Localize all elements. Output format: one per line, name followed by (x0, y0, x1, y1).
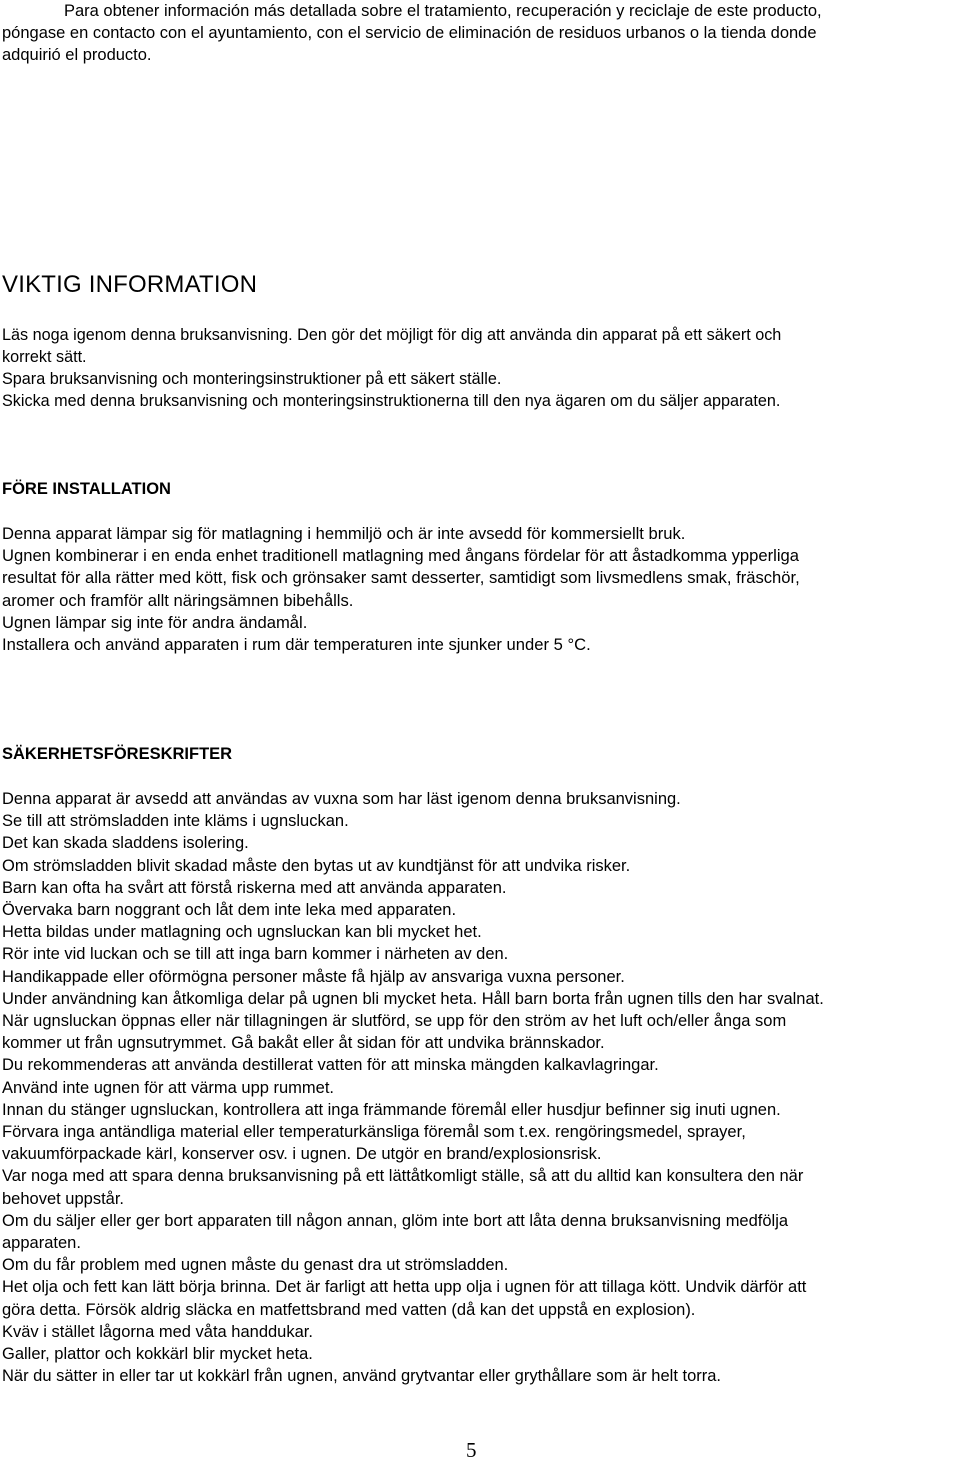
body-line: Innan du stänger ugnsluckan, kontrollera att inga främmande föremål eller husdjur befinner sig inuti ugnen. (2, 1100, 781, 1119)
body-line: Spara bruksanvisning och monteringsinstruktioner på ett säkert ställe. (2, 370, 502, 388)
body-line: Denna apparat är avsedd att användas av vuxna som har läst igenom denna bruksanvisning. (2, 790, 681, 808)
body-line: apparaten. (2, 1234, 81, 1253)
body-line: Ugnen kombinerar i en enda enhet traditionell matlagning med ångans fördelar för att åstadkomma ypperliga (2, 546, 799, 566)
intro-line: Para obtener información más detallada sobre el tratamiento, recuperación y reciclaje de este producto, (64, 2, 822, 20)
section-body-fore-installation (2, 523, 958, 656)
body-line: Se till att strömsladden inte kläms i ugnsluckan. (2, 812, 349, 831)
body-line: Het olja och fett kan lätt börja brinna. Det är farligt att hetta upp olja i ugnen för att tillaga kött. Undvik därför att (2, 1278, 807, 1297)
body-line: Handikappade eller oförmögna personer måste få hjälp av ansvariga vuxna personer. (2, 967, 625, 986)
body-line: När ugnsluckan öppnas eller när tillagningen är slutförd, se upp för den ström av het luft och/eller ånga som (2, 1012, 787, 1031)
body-line: kommer ut från ugnsutrymmet. Gå bakåt eller åt sidan för att undvika brännskador. (2, 1034, 605, 1053)
body-line: Läs noga igenom denna bruksanvisning. Den gör det möjligt för dig att använda din apparat på ett säkert och (2, 326, 782, 344)
body-line: Skicka med denna bruksanvisning och monteringsinstruktionerna till den nya ägaren om du säljer apparaten. (2, 392, 781, 410)
section-heading-viktig-information: VIKTIG INFORMATION (2, 271, 258, 298)
page-number: 5 (466, 1438, 477, 1462)
section-heading-sakerhetsforeskrifter: SÄKERHETSFÖRESKRIFTER (2, 745, 233, 763)
body-line: Under användning kan åtkomliga delar på ugnen bli mycket heta. Håll barn borta från ugnen tills den har svalnat. (2, 989, 824, 1008)
body-line: behovet uppstår. (2, 1189, 125, 1208)
body-line: Om du säljer eller ger bort apparaten till någon annan, glöm inte bort att låta denna bruksanvisning medfölja (2, 1211, 789, 1230)
body-line: aromer och framför allt näringsämnen bibehålls. (2, 590, 354, 610)
body-line: Ugnen lämpar sig inte för andra ändamål. (2, 612, 308, 632)
section-body-viktig-information (2, 324, 952, 412)
intro-line: póngase en contacto con el ayuntamiento, con el servicio de eliminación de residuos urbanos o la tienda donde (2, 24, 817, 42)
body-line: Du rekommenderas att använda destillerat vatten för att minska mängden kalkavlagringar. (2, 1056, 659, 1075)
body-line: Installera och använd apparaten i rum där temperaturen inte sjunker under 5 °C. (2, 635, 591, 655)
body-line: göra detta. Försök aldrig släcka en matfettsbrand med vatten (då kan det uppstå en explosion). (2, 1300, 696, 1319)
section-heading-fore-installation: FÖRE INSTALLATION (2, 480, 171, 498)
body-line: Om strömsladden blivit skadad måste den bytas ut av kundtjänst för att undvika risker. (2, 856, 631, 875)
body-line: Galler, plattor och kokkärl blir mycket heta. (2, 1345, 313, 1364)
body-line: resultat för alla rätter med kött, fisk och grönsaker samt desserter, samtidigt som livsmedlens smak, fräschör, (2, 568, 800, 588)
body-line: Denna apparat lämpar sig för matlagning i hemmiljö och är inte avsedd för kommersiellt bruk. (2, 524, 686, 543)
section-body-sakerhetsforeskrifter (2, 788, 958, 1387)
body-line: Var noga med att spara denna bruksanvisning på ett lättåtkomligt ställe, så att du alltid kan konsultera den när (2, 1167, 804, 1186)
body-line: Förvara inga antändliga material eller temperaturkänsliga föremål som t.ex. rengöringsmedel, sprayer, (2, 1123, 746, 1142)
body-line: Om du får problem med ugnen måste du genast dra ut strömsladden. (2, 1256, 509, 1275)
intro-line: adquirió el producto. (2, 46, 152, 64)
body-line: Använd inte ugnen för att värma upp rummet. (2, 1078, 335, 1097)
body-line: vakuumförpackade kärl, konserver osv. i ugnen. De utgör en brand/explosionsrisk. (2, 1145, 602, 1164)
body-line: korrekt sätt. (2, 348, 87, 366)
body-line: Rör inte vid luckan och se till att inga barn kommer i närheten av den. (2, 945, 509, 964)
body-line: Hetta bildas under matlagning och ugnsluckan kan bli mycket het. (2, 923, 482, 942)
body-line: Kväv i stället lågorna med våta handdukar. (2, 1322, 313, 1341)
intro-paragraph (2, 0, 952, 66)
body-line: Övervaka barn noggrant och låt dem inte leka med apparaten. (2, 901, 457, 920)
body-line: Barn kan ofta ha svårt att förstå riskerna med att använda apparaten. (2, 878, 507, 897)
body-line: Det kan skada sladdens isolering. (2, 834, 249, 853)
body-line: När du sätter in eller tar ut kokkärl från ugnen, använd grytvantar eller grythållare som är helt torra. (2, 1367, 722, 1386)
